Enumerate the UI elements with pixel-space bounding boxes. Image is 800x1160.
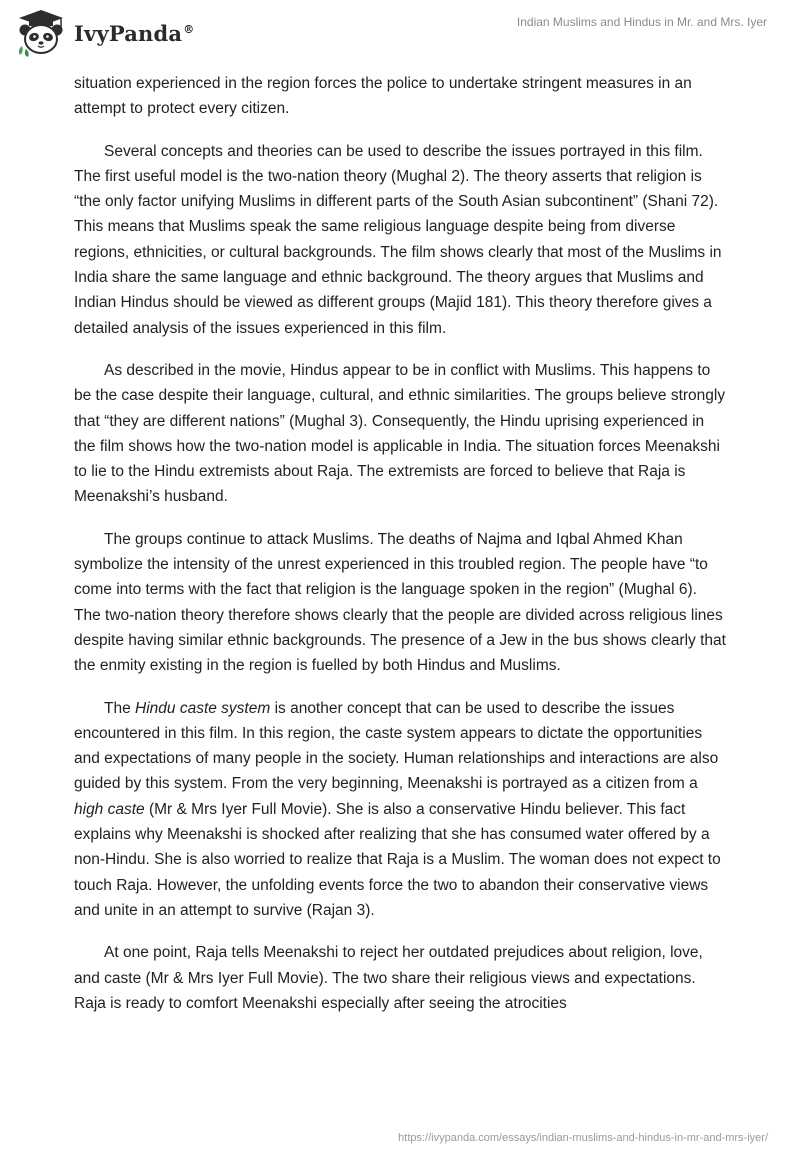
emphasized-term: Hindu caste system — [135, 699, 271, 717]
page-header — [0, 0, 800, 70]
panda-graduation-cap-icon — [14, 8, 68, 58]
document-title: Indian Muslims and Hindus in Mr. and Mrs. Iyer — [516, 15, 767, 29]
paragraph-text: The groups continue to attack Muslims. The deaths of Najma and Iqbal Ahmed Khan symbolize the intensity of the unrest experienced in this troubled region. The people have “to come into terms with the fact that religion is the language spoken in the region” (Mughal 6). The two-nation theory therefore shows clearly that the people are divided across religious lines despite having similar ethnic backgrounds. The presence of a Jew in the bus shows clearly that the enmity existing in the region is fuelled by both Hindus and Muslims. — [74, 530, 726, 675]
emphasized-term: high caste — [74, 800, 145, 818]
essay-paragraph — [74, 71, 726, 122]
brand-name-text: IvyPanda — [74, 20, 183, 46]
paragraph-text: At one point, Raja tells Meenakshi to reject her outdated prejudices about religion, love, and caste (Mr & Mrs Iyer Full Movie). The two share their religious views and expectations. Raja is ready to comfort Meenakshi especially after seeing the atrocities — [74, 944, 703, 1012]
paragraph-text: The — [104, 699, 136, 717]
paragraph-text: situation experienced in the region forces the police to undertake stringent measures in an attempt to protect every citizen. — [74, 75, 692, 118]
paragraph-text: As described in the movie, Hindus appear to be in conflict with Muslims. This happens to be the case despite their language, cultural, and ethnic similarities. The groups believe strongly that “they are different nations” (Mughal 3). Consequently, the Hindu uprising experienced in the film shows how the two-nation model is applicable in India. The situation forces Meenakshi to lie to the Hindu extremists about Raja. The extremists are forced to believe that Raja is Meenakshi’s husband. — [74, 361, 726, 506]
paragraph-text: is another concept that can be used to describe the issues encountered in this film. In this region, the caste system appears to dictate the opportunities and expectations of many people in the society. Human relationships and interactions are also guided by this system. From the very beginning, Meenakshi is portrayed as a citizen from a — [74, 699, 719, 793]
brand-name — [74, 21, 194, 46]
essay-paragraph — [74, 358, 726, 510]
source-url[interactable]: https://ivypanda.com/essays/indian-muslims-and-hindus-in-mr-and-mrs-iyer/ — [398, 1132, 768, 1144]
essay-body — [74, 71, 726, 1033]
essay-paragraph — [74, 696, 726, 924]
essay-paragraph — [74, 527, 726, 679]
essay-paragraph — [74, 139, 726, 341]
ivypanda-logo[interactable] — [14, 8, 194, 58]
paragraph-text: (Mr & Mrs Iyer Full Movie). She is also a conservative Hindu believer. This fact explains why Meenakshi is shocked after realizing that she has consumed water offered by a non-Hindu. She is also worried to realize that Raja is a Muslim. The woman does not expect to touch Raja. However, the unfolding events force the two to abandon their conservative views and unite in an attempt to survive (Rajan 3). — [74, 800, 721, 919]
registered-mark: ® — [183, 22, 195, 36]
paragraph-text: Several concepts and theories can be used to describe the issues portrayed in this film. The first useful model is the two-nation theory (Mughal 2). The theory asserts that religion is “the only factor unifying Muslims in different parts of the South Asian subcontinent” (Shani 72). This means that Muslims speak the same religious language despite being from diverse regions, ethnicities, or cultural backgrounds. The film shows clearly that most of the Muslims in India share the same language and ethnic background. The theory argues that Muslims and Indian Hindus should be viewed as different groups (Majid 181). This theory therefore gives a detailed analysis of the issues experienced in this film. — [74, 142, 722, 337]
essay-paragraph — [74, 940, 726, 1016]
